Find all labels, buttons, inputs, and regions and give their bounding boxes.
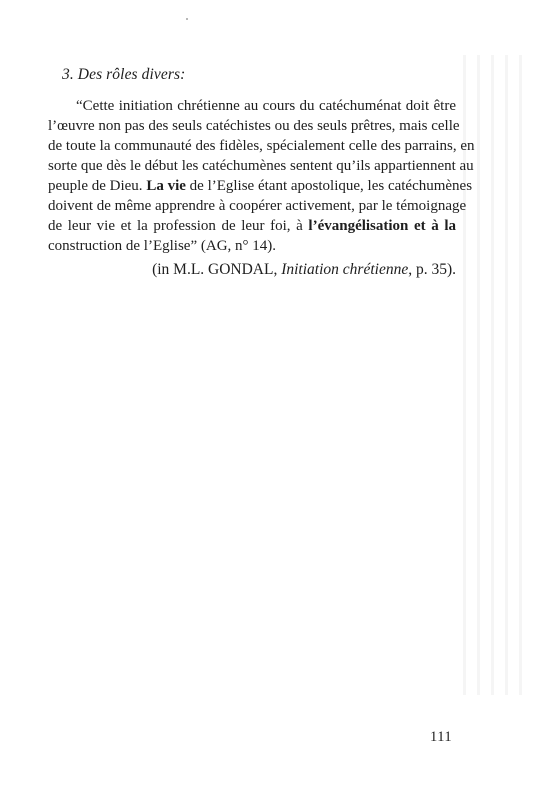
quote-line-7 (48, 216, 456, 236)
quote-line-4: sorte que dès le début les catéchumènes sentent qu’ils appartiennent au (48, 158, 474, 174)
bold-la-vie: La vie (146, 178, 186, 194)
citation-suffix: , p. 35). (408, 261, 456, 278)
speck-mark (186, 18, 188, 20)
page-number: 111 (430, 729, 453, 745)
quote-paragraph (48, 96, 475, 256)
quote-line-2: l’œuvre non pas des seuls catéchistes ou des seuls prêtres, mais celle (48, 118, 460, 134)
quote-line-5-end: de l’Eglise étant apostolique, les catéchumènes (185, 178, 473, 194)
quote-line-3: de toute la communauté des fidèles, spécialement celle des parrains, en (48, 138, 475, 154)
section-heading: 3. Des rôles divers: (62, 66, 186, 83)
citation (48, 261, 456, 279)
quote-line-7-start: de leur vie et la profession de leur foi, à (48, 218, 309, 234)
quote-line-8: construction de l’Eglise” (AG, n° 14). (48, 238, 277, 254)
bold-evangelisation: l’évangélisation et à la (308, 218, 456, 234)
citation-title: Initiation chrétienne (281, 261, 409, 278)
quote-line-5-start: peuple de Dieu. (48, 178, 147, 194)
citation-prefix: (in M.L. GONDAL, (152, 261, 282, 278)
quote-line-6: doivent de même apprendre à coopérer activement, par le témoignage (48, 198, 467, 214)
quote-line-1: “Cette initiation chrétienne au cours du catéchuménat doit être (76, 98, 456, 114)
quote-line-5 (48, 176, 473, 196)
